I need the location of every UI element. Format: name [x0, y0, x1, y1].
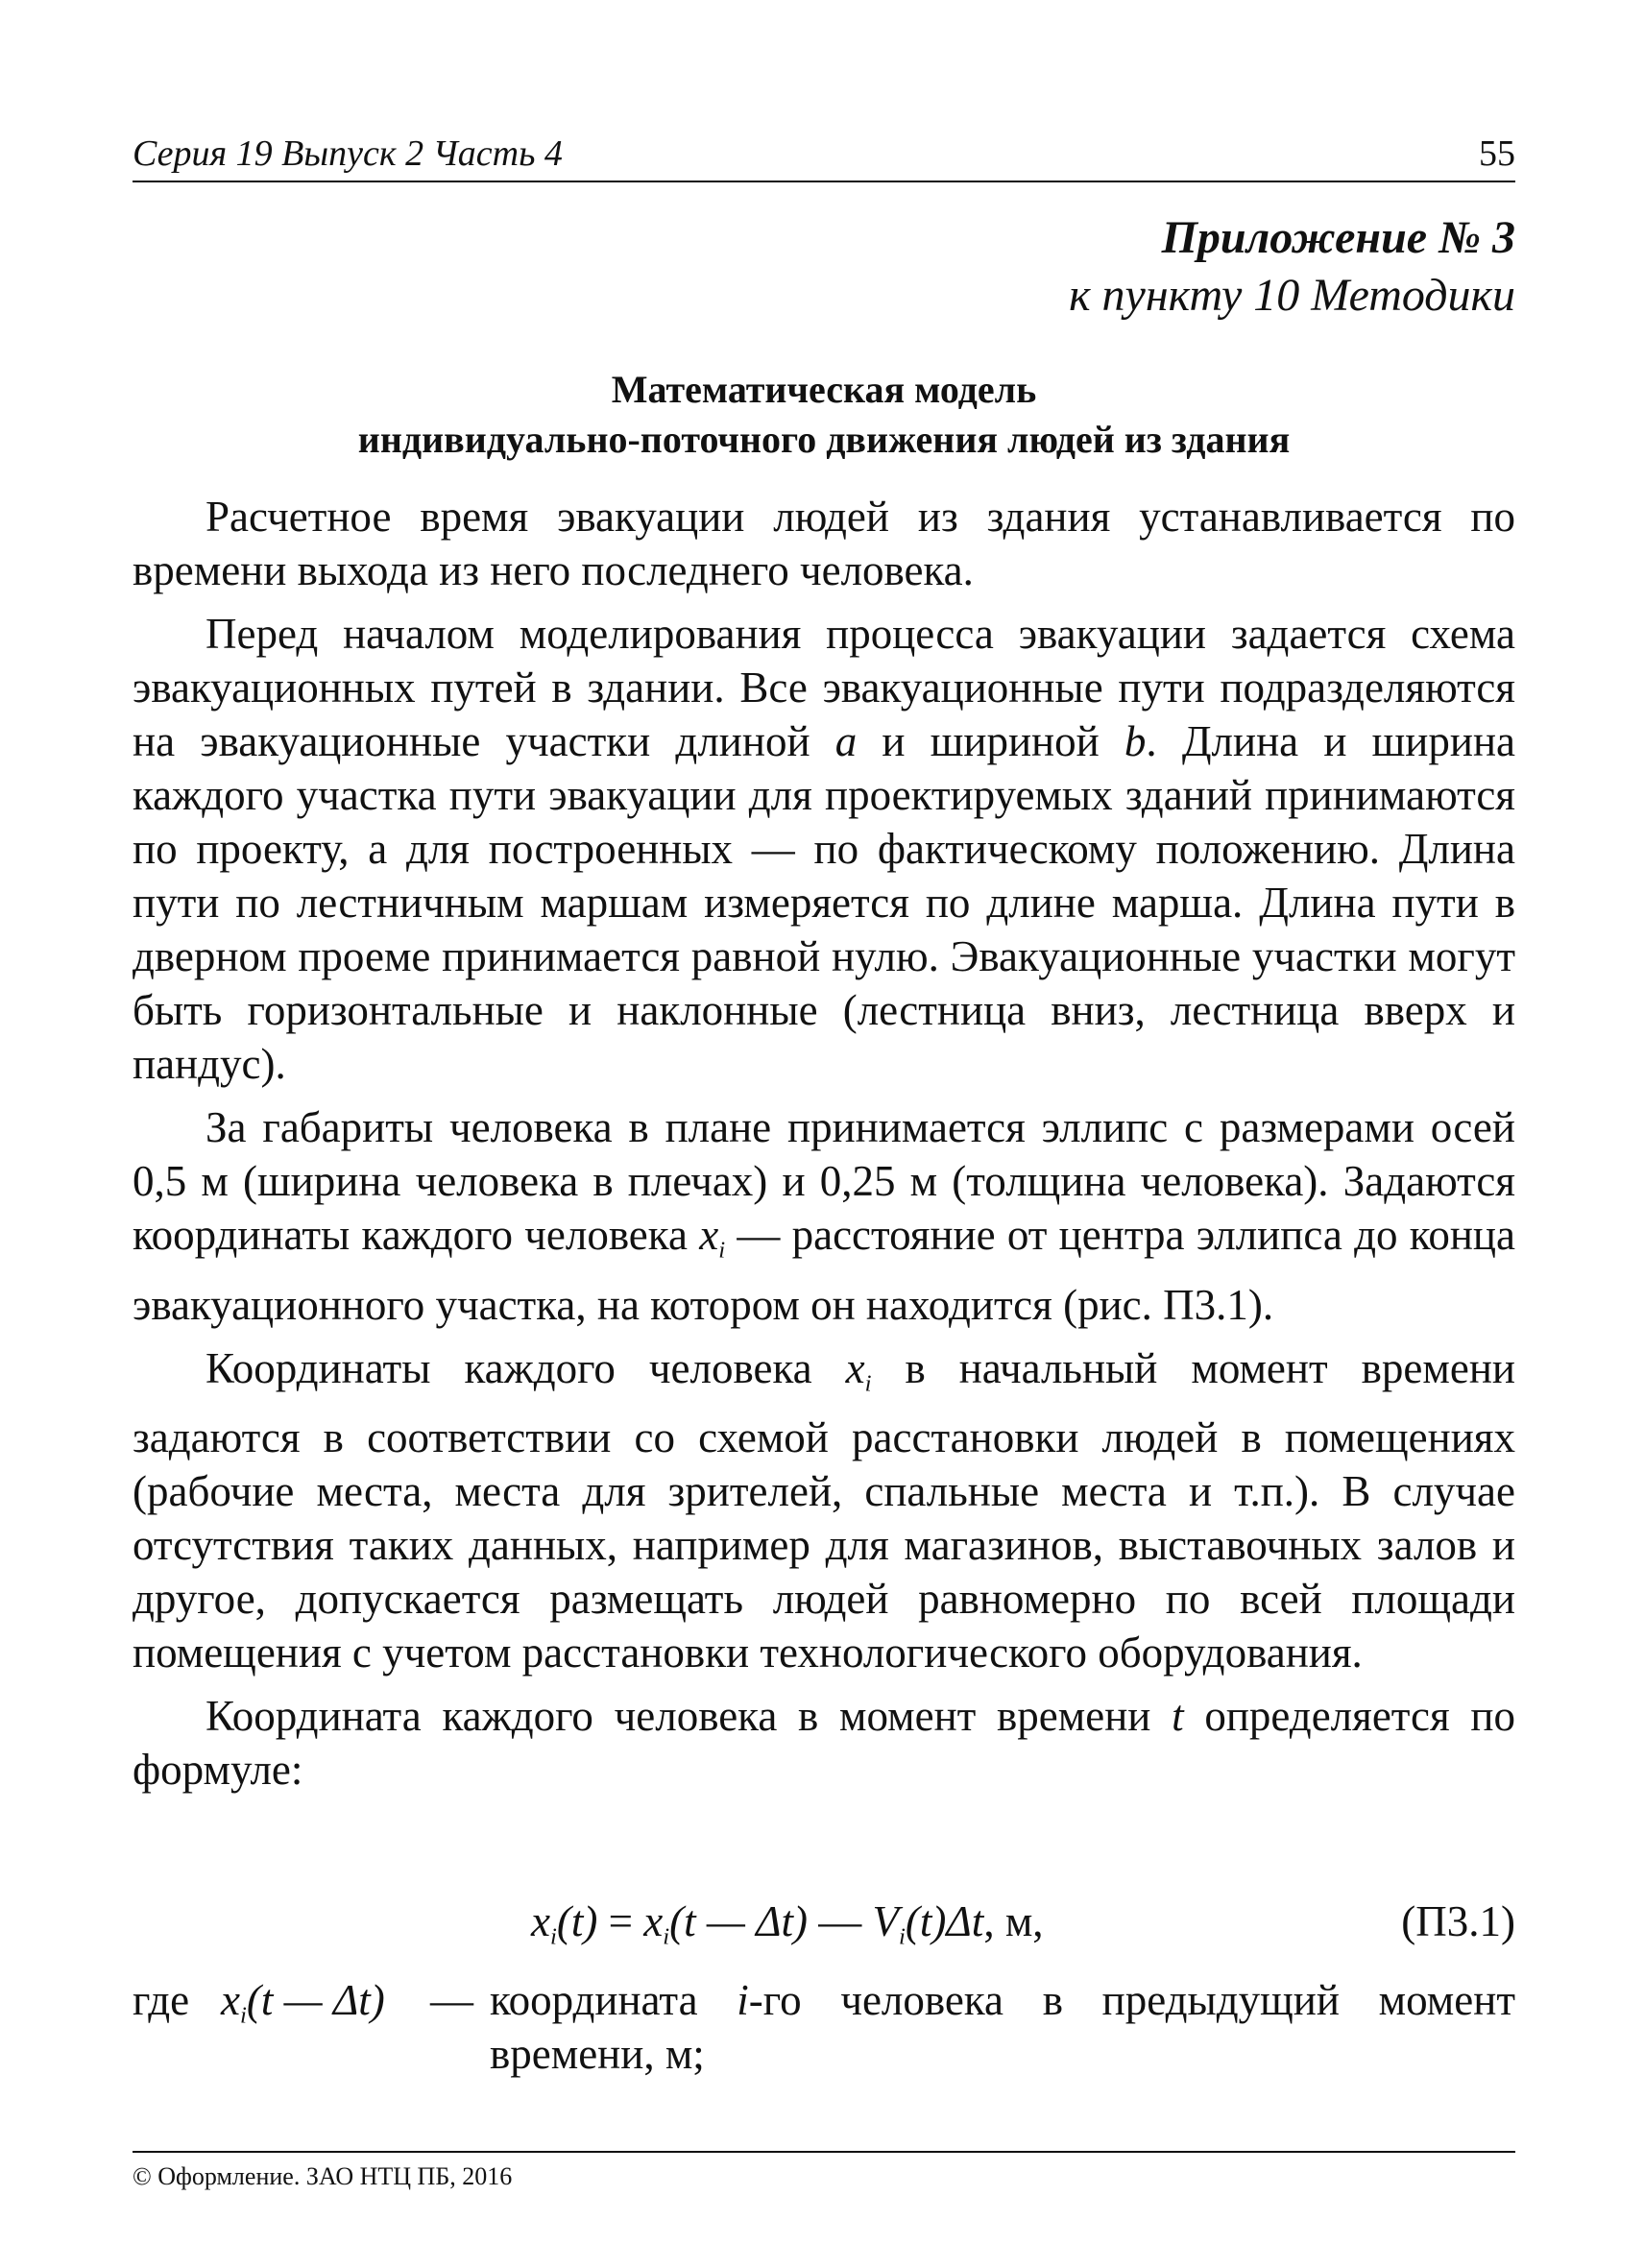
subscript-i: i — [864, 1370, 872, 1397]
equation-number: (П3.1) — [1401, 1897, 1515, 1945]
formula-lhs-var: x — [531, 1897, 550, 1945]
formula-equals: = — [597, 1897, 644, 1945]
paragraph-4-text-a: Координаты каждого человека — [206, 1343, 846, 1392]
where-symbol — [221, 1973, 385, 2043]
formula-row — [133, 1896, 1515, 1954]
page-number: 55 — [1479, 133, 1515, 174]
paragraph-2 — [133, 607, 1515, 1091]
formula-rhs1-sub: i — [663, 1923, 670, 1950]
formula-rhs2-var: V — [872, 1897, 900, 1945]
formula-rhs1-var: x — [643, 1897, 664, 1945]
running-header — [133, 127, 1515, 182]
section-heading — [133, 365, 1515, 465]
paragraph-2-text-c: . Длина и ширина каждого участка пути эвакуации для проектируемых зданий принимаются по проекту, а для построенных — по фактическому положению. Длина пути по лестничным маршам измеряется по длине марша. Длина пути в дверном проеме принимается равной нулю. Эвакуационные участки могут быть горизонтальные и наклонные (лестница вниз, лестница вверх и пандус). — [133, 717, 1515, 1088]
paragraph-3-text-a: За габариты человека в плане принимается эллипс с размерами осей 0,5 м (ширина человека в плечах) и 0,25 м (толщина человека). Задаются координаты каждого человека — [133, 1103, 1515, 1259]
formula-lhs-sub: i — [549, 1923, 557, 1950]
where-dash: — — [430, 1976, 473, 2024]
where-symbol-var: x — [221, 1976, 240, 2024]
formula-minus: — — [808, 1897, 873, 1945]
paragraph-5 — [133, 1689, 1515, 1797]
paragraph-4 — [133, 1341, 1515, 1680]
heading-line-1: Математическая модель — [611, 368, 1037, 411]
paragraph-1-text: Расчетное время эвакуации людей из здания устанавливается по времени выхода из него последнего человека. — [133, 493, 1515, 594]
formula-rhs1-arg: (t — Δt) — [669, 1897, 809, 1945]
variable-b: b — [1124, 717, 1147, 765]
formula-unit: , м, — [983, 1897, 1044, 1945]
formula-lhs-arg: (t) — [556, 1897, 598, 1945]
variable-x: x — [699, 1211, 719, 1259]
formula — [531, 1896, 1044, 1951]
paragraph-2-text-b: и шириной — [857, 717, 1124, 765]
appendix-subtitle: к пункту 10 Методики — [1069, 270, 1515, 321]
series-label: Серия 19 Выпуск 2 Часть 4 — [133, 133, 563, 174]
body-text — [133, 490, 1515, 1806]
paragraph-4-text-b: в начальный момент времени задаются в соответствии со схемой расстановки людей в помещениях (рабочие места, места для зрителей, спальные места и т.п.). В случае отсутствия таких данных, например для магазинов, выставочных залов и другое, допускается размещать людей равномерно по всей площади помещения с учетом расстановки технологического оборудования. — [133, 1343, 1515, 1677]
paragraph-3-text-b: — расстояние от центра эллипса до конца эвакуационного участка, на котором он находится (рис. П3.1). — [133, 1211, 1515, 1329]
variable-a: a — [834, 717, 858, 765]
paragraph-3 — [133, 1100, 1515, 1332]
where-symbol-arg: (t — Δt) — [246, 1976, 385, 2024]
paragraph-1 — [133, 490, 1515, 597]
formula-rhs2-arg: (t)Δt — [905, 1897, 984, 1945]
variable-t: t — [1172, 1692, 1184, 1741]
where-word: где — [133, 1976, 190, 2024]
formula-rhs2-sub: i — [899, 1923, 906, 1950]
appendix-title: Приложение № 3 — [1161, 212, 1515, 263]
where-description — [490, 1973, 1515, 2081]
paragraph-2-text-a: Перед началом моделирования процесса эвакуации задается схема эвакуационных путей в здании. Все эвакуационные пути подразделяются на эвакуационные участки длиной — [133, 610, 1515, 765]
where-desc-var: i — [737, 1976, 749, 2024]
appendix-caption — [1069, 209, 1515, 325]
paragraph-5-text-b: определяется по формуле: — [133, 1692, 1515, 1795]
where-symbol-sub: i — [239, 2002, 247, 2029]
subscript-i: i — [718, 1237, 726, 1264]
footer — [133, 2151, 1515, 2191]
heading-line-2: индивидуально-поточного движения людей из здания — [357, 418, 1291, 461]
variable-x: x — [845, 1343, 865, 1392]
where-desc-a: координата — [490, 1976, 737, 2024]
footer-copyright: © Оформление. ЗАО НТЦ ПБ, 2016 — [133, 2162, 513, 2190]
paragraph-5-text-a: Координата каждого человека в момент времени — [206, 1692, 1173, 1741]
where-desc-b: -го человека в предыдущий момент времени, м; — [490, 1976, 1515, 2078]
